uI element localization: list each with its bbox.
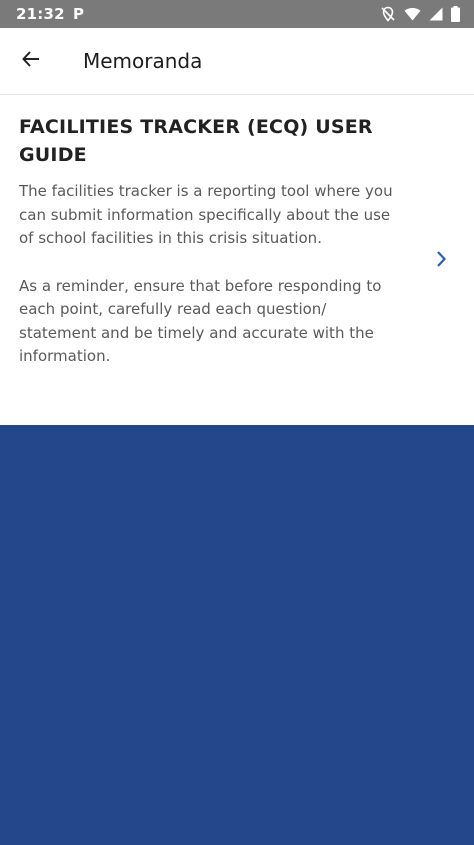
memo-list-item[interactable]: [0, 95, 474, 425]
status-time: 21:32: [16, 5, 65, 23]
blue-background-panel: [0, 425, 474, 845]
battery-icon: [451, 6, 460, 22]
status-bar: [0, 0, 474, 28]
status-icons: [380, 5, 460, 23]
page-title: Memoranda: [83, 49, 203, 73]
signal-icon: [429, 7, 443, 21]
memo-paragraph: As a reminder, ensure that before responding to each point, carefully read each question/ statement and be timely and accurate with the information.: [19, 276, 382, 365]
memo-body: [19, 180, 404, 393]
app-bar: [0, 28, 474, 95]
location-off-icon: [380, 6, 396, 22]
back-button[interactable]: [10, 40, 52, 82]
chevron-right-icon[interactable]: [432, 248, 450, 270]
wifi-icon: [404, 7, 421, 21]
parking-notification-icon: P: [73, 5, 84, 23]
memo-paragraph: The facilities tracker is a reporting tool where you can submit information specifically about the use of school facilities in this crisis situation.: [19, 182, 393, 247]
memo-title: FACILITIES TRACKER (ECQ) USER GUIDE: [19, 116, 373, 166]
arrow-back-icon: [21, 49, 41, 73]
